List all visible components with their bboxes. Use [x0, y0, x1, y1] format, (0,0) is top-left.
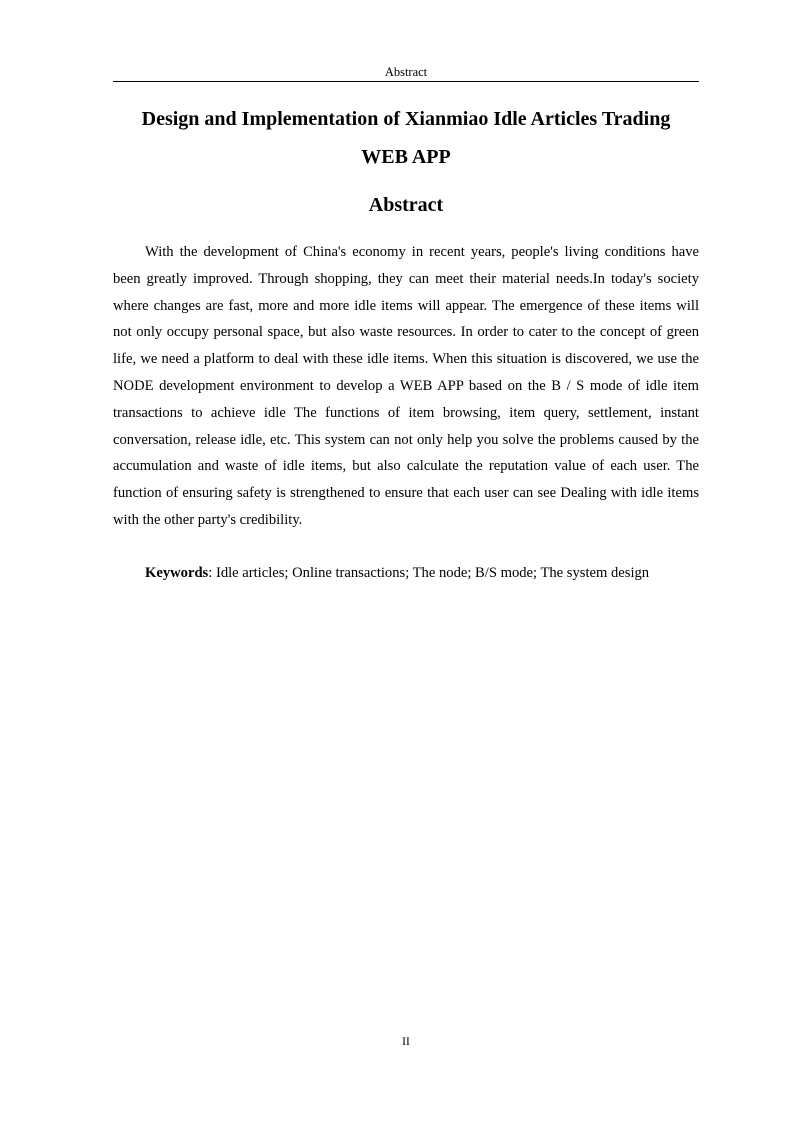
page-number: II: [402, 1036, 410, 1048]
keywords-text: Idle articles; Online transactions; The node; B/S mode; The system design: [215, 565, 650, 581]
header-rule: [113, 81, 699, 82]
running-header: Abstract: [384, 65, 428, 79]
abstract-body: With the development of China's economy in recent years, people's living conditions have been greatly improved. Through shopping, they can meet their material needs.In today's society where changes are fast, more and more idle items will appear. The emergence of these items will not only occupy personal space, but also waste resources. In order to cater to the concept of green life, we need a platform to deal with these idle items. When this situation is discovered, we use the NODE development environment to develop a WEB APP based on the B / S mode of idle item transactions to achieve idle The functions of item browsing, item query, settlement, instant conversation, release idle, etc. This system can not only help you solve the problems caused by the accumulation and waste of idle items, but also calculate the reputation value of each user. The function of ensuring safety is strengthened to ensure that each user can see Dealing with idle items with the other party's credibility.: [113, 244, 699, 528]
keywords-separator: :: [208, 565, 216, 581]
document-title-line-1: Design and Implementation of Xianmiao Idle Articles Trading: [141, 108, 671, 130]
keywords-label: Keywords: [145, 565, 209, 581]
keywords-line: [113, 560, 699, 587]
abstract-heading: Abstract: [368, 194, 444, 216]
document-title: [100, 100, 712, 176]
document-title-line-2: WEB APP: [361, 146, 451, 168]
